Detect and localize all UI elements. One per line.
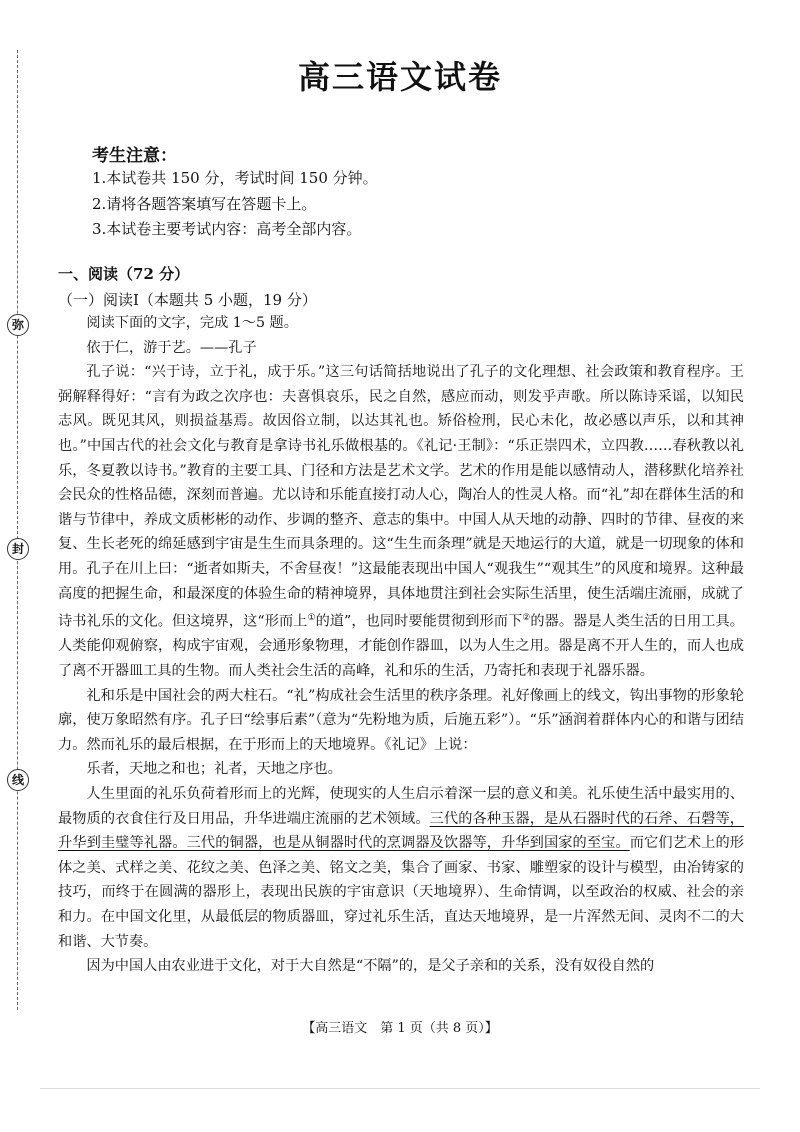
footer-divider [40,1088,760,1089]
passage-quote: 乐者，天地之和也；礼者，天地之序也。 [86,761,342,778]
reading-passage [58,311,744,979]
margin-mark-feng: 封 [7,538,29,560]
passage-paragraph-5: 因为中国人由农业进于文化，对于大自然是“不隔”的，是父子亲和的关系，没有奴役自然的 [86,958,655,975]
passage-paragraph-4 [58,782,744,954]
paragraph-text: 的器。器是人类生活的日用工具。人类能仰观俯察，构成宇宙观，会通形象物理，才能创作器皿，以为人生之用。器是离不开人生的，而人也成了离不开器皿工具的生物。而人类社会生活的高峰，礼和乐的生活，乃寄托和表现于礼器乐器。 [58,613,744,680]
underlined-sentence: 三代的各种玉器，是从石器时代的石斧、石磬等，升华到圭璧等礼器。三代的铜器，也是从铜器时代的烹调器及饮器等，升华到国家的至宝。 [58,810,744,852]
notice-item-2: 2.请将各题答案填写在答题卡上。 [92,195,317,213]
footnote-marker-1: ① [307,613,316,624]
passage-paragraph-1 [58,360,744,683]
notice-item-3: 3.本试卷主要考试内容：高考全部内容。 [92,220,362,238]
footnote-marker-2: ② [522,613,531,624]
margin-mark-xian: 线 [7,769,29,791]
paragraph-text: 人生里面的礼乐负荷着形而上的光辉，使现实的人生启示着深一层的意义和美。礼乐使生活中最实用的、最物质的衣食住行及日用品，升华进端庄流丽的艺术领域。 [58,786,744,827]
subsection-heading: （一）阅读Ⅰ（本题共 5 小题，19 分） [58,291,317,309]
margin-mark-mi: 弥 [7,314,29,336]
paragraph-text: 而它们艺术上的形体之美、式样之美、花纹之美、色泽之美、铭文之美，集合了画家、书家、雕塑家的设计与模型，由冶铸家的技巧，而终于在圆满的器形上，表现出民族的宇宙意识（天地境界）、生命情调，以至政治的权威、社会的亲和力。在中国文化里，从最低层的物质器皿，穿过礼乐生活，直达天地境界，是一片浑然无间、灵肉不二的大和谐、大节奏。 [58,835,744,950]
notice-heading: 考生注意： [92,146,177,166]
passage-paragraph-2: 礼和乐是中国社会的两大柱石。“礼”构成社会生活里的秩序条理。礼好像画上的线文，钩出事物的形象轮廓，使万象昭然有序。孔子曰“绘事后素”（意为“先粉地为质，后施五彩”）。“乐”涵润着群体内心的和谐与团结力。然而礼乐的最后根据，在于形而上的天地境界。《礼记》上说： [58,687,744,753]
exam-title: 高三语文试卷 [297,58,502,96]
binding-line [17,50,18,1010]
section-heading: 一、阅读（72 分） [58,265,190,283]
notice-item-1: 1.本试卷共 150 分，考试时间 150 分钟。 [92,169,378,187]
paragraph-text: 的道”，也同时要能贯彻到形而下 [315,613,523,630]
instruction: 阅读下面的文字，完成 1～5 题。 [86,315,298,331]
paragraph-text: 孔子说：“兴于诗，立于礼，成于乐。”这三句话简括地说出了孔子的文化理想、社会政策和教育程序。王弼解释得好：“言有为政之次序也：夫喜惧哀乐，民之自然，感应而动，则发乎声歌。所以陈诗采谣，以知民志风。既见其风，则损益基焉。故因俗立制，以达其礼也。矫俗检刑，民心未化，故必感以声乐，以和其神也。”中国古代的社会文化与教育是拿诗书礼乐做根基的。《礼记·王制》：“乐正崇四术，立四教……春秋教以礼乐，冬夏教以诗书。”教育的主要工具、门径和方法是艺术文学。艺术的作用是能以感情动人，潜移默化培养社会民众的性格品德，深刻而普遍。尤以诗和乐能直接打动人心，陶冶人的性灵人格。而“礼”却在群体生活的和谐与节律中，养成文质彬彬的动作、步调的整齐、意志的集中。中国人从天地的动静、四时的节律、昼夜的来复、生长老死的绵延感到宇宙是生生而具条理的。这“生生而条理”就是天地运行的大道，就是一切现象的体和用。孔子在川上曰：“逝者如斯夫，不舍昼夜！”这最能表现出中国人“观我生”“观其生”的风度和境界。这种最高度的把握生命，和最深度的体验生命的精神境界，具体地贯注到社会实际生活里，使生活端庄流丽，成就了诗书礼乐的文化。但这境界，这“形而上 [58,364,744,630]
page-footer: 【高三语文 第 1 页（共 8 页）】 [302,1021,498,1036]
epigraph: 依于仁，游于艺。——孔子 [86,339,257,356]
